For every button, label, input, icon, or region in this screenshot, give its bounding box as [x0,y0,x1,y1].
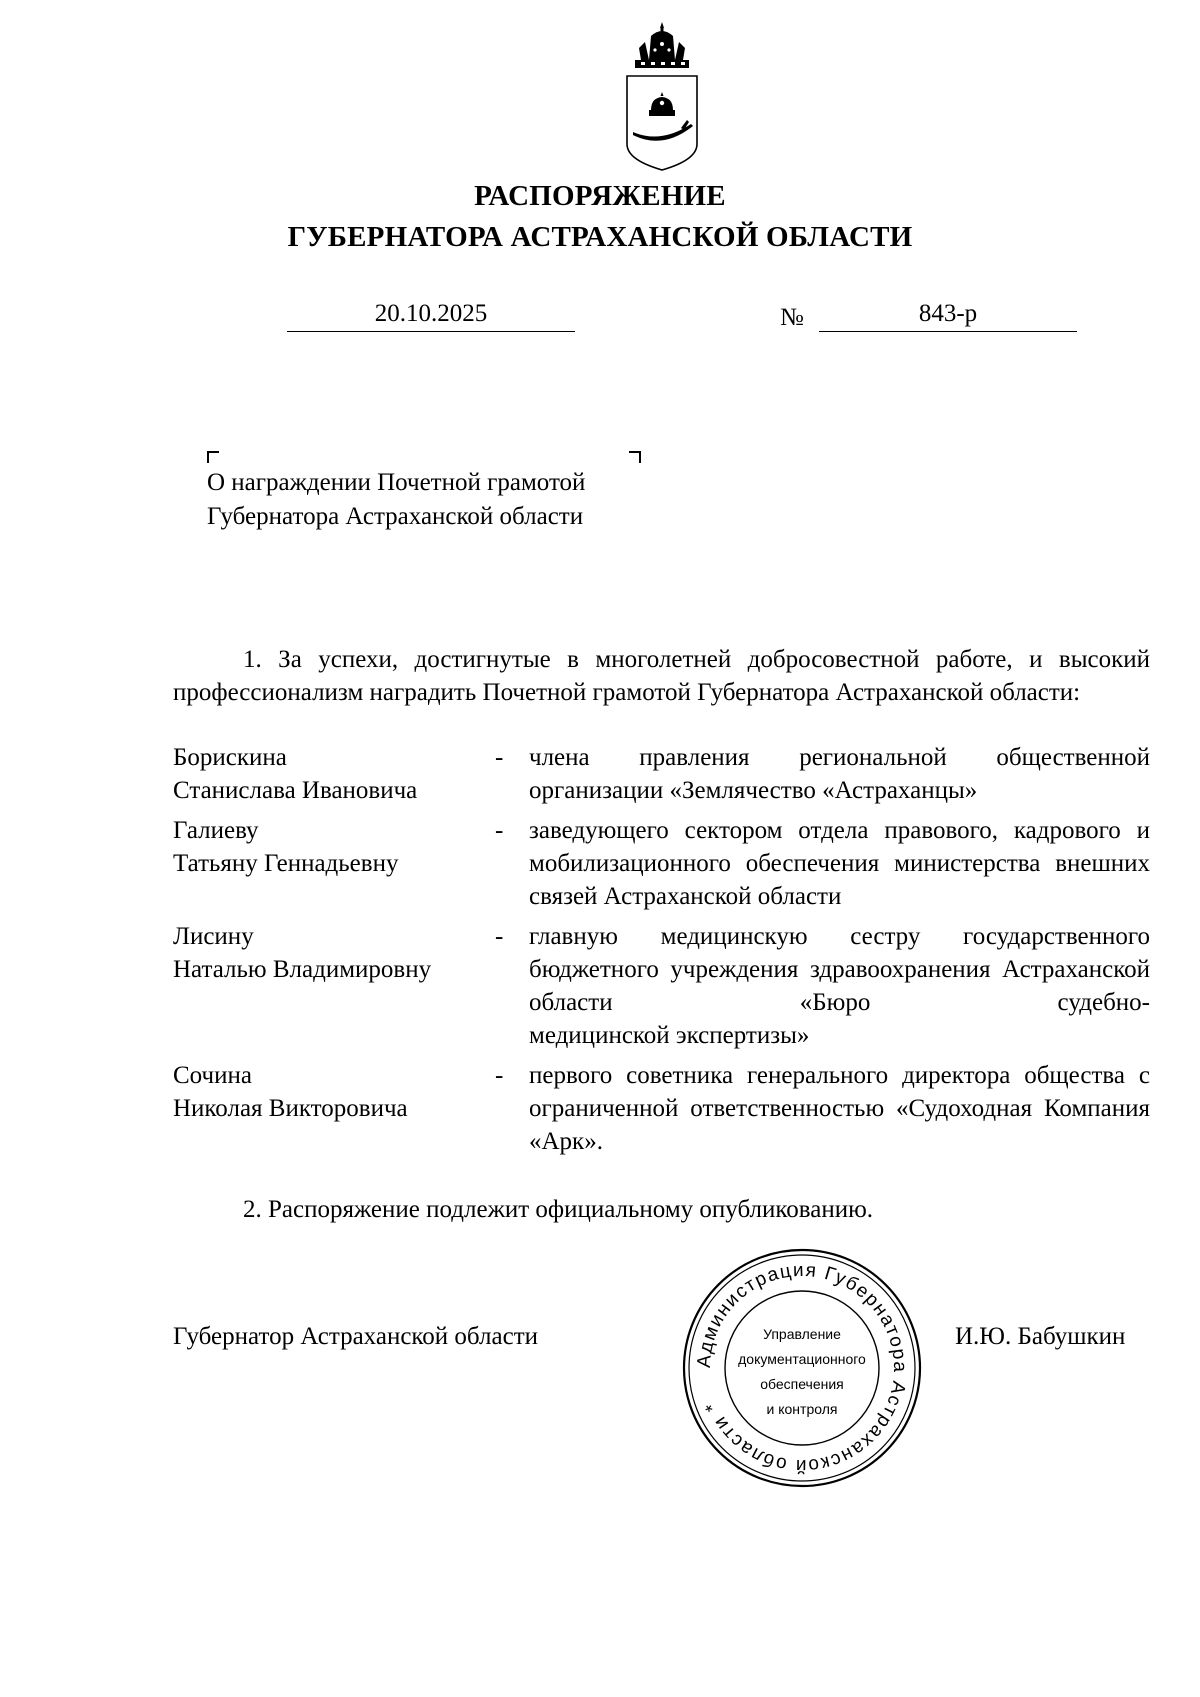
awardee-position: члена правления региональной общественной организации «Землячество «Астраханцы» [529,744,1150,804]
stamp-inner-line2: документационного [738,1351,866,1367]
official-stamp [680,1246,924,1490]
awardee-position-line1: главную медицинскую сестру государственного бюджетного учреждения здравоохранения Астраханской области «Бюро судебно- [529,923,1150,1016]
awardee-position: первого советника генерального директора общества с ограниченной ответственностью «Судоходная Компания «Арк». [529,1062,1150,1155]
awardee-given-names: Наталью Владимировну [173,956,432,983]
subject-corner-left [207,451,219,463]
awardee-name [173,920,495,1052]
stamp-inner-line4: и контроля [766,1401,838,1417]
number-sign: № [780,304,804,331]
dash-separator: - [495,1062,504,1089]
document-date: 20.10.2025 [374,300,488,327]
stamp-inner-line3: обеспечения [760,1376,844,1392]
subject-corner-right [629,451,641,463]
awardee-position [529,920,1150,1052]
awardee-surname: Галиеву [173,817,259,844]
stamp-ring-text: Администрация Губернатора Астраханской области * [693,1259,911,1477]
dash-separator: - [495,817,504,844]
signer-title: Губернатор Астраханской области [173,1323,539,1350]
awardee-given-names: Татьяну Геннадьевну [173,850,399,877]
awardee-list [173,741,1150,1165]
awardee-name [173,814,495,913]
awardee-row [173,814,1150,913]
awardee-row [173,920,1150,1052]
awardee-surname: Борискина [173,744,287,771]
document-title-line1: РАСПОРЯЖЕНИЕ [474,180,726,212]
awardee-row [173,1059,1150,1158]
svg-text:Администрация Губернатора Астр [694,1260,910,1476]
awardee-surname: Лисину [173,923,254,950]
awardee-given-names: Николая Викторовича [173,1095,408,1122]
awardee-row [173,741,1150,807]
signer-name: И.Ю. Бабушкин [955,1323,1126,1350]
document-number: 843-р [918,300,978,327]
paragraph-1: 1. За успехи, достигнутые в многолетней добросовестной работе, и высокий профессионализм наградить Почетной грамотой Губернатора Астраханской области: [173,646,1150,706]
paragraph-2: 2. Распоряжение подлежит официальному опубликованию. [243,1196,874,1223]
dash-separator: - [495,923,504,950]
number-underline [819,331,1077,332]
subject-line2: Губернатора Астраханской области [207,503,584,530]
awardee-position-line2: медицинской экспертизы» [529,1022,810,1049]
awardee-position: заведующего сектором отдела правового, кадрового и мобилизационного обеспечения министерства внешних связей Астраханской области [529,817,1150,910]
awardee-given-names: Станислава Ивановича [173,777,418,804]
dash-separator: - [495,744,504,771]
coat-of-arms-emblem [621,20,703,172]
stamp-inner-line1: Управление [763,1326,841,1342]
date-underline [287,331,575,332]
document-title-line2: ГУБЕРНАТОРА АСТРАХАНСКОЙ ОБЛАСТИ [287,221,913,253]
subject-line1: О награждении Почетной грамотой [207,469,586,496]
awardee-surname: Сочина [173,1062,252,1089]
awardee-name [173,1059,495,1158]
awardee-name [173,741,495,807]
